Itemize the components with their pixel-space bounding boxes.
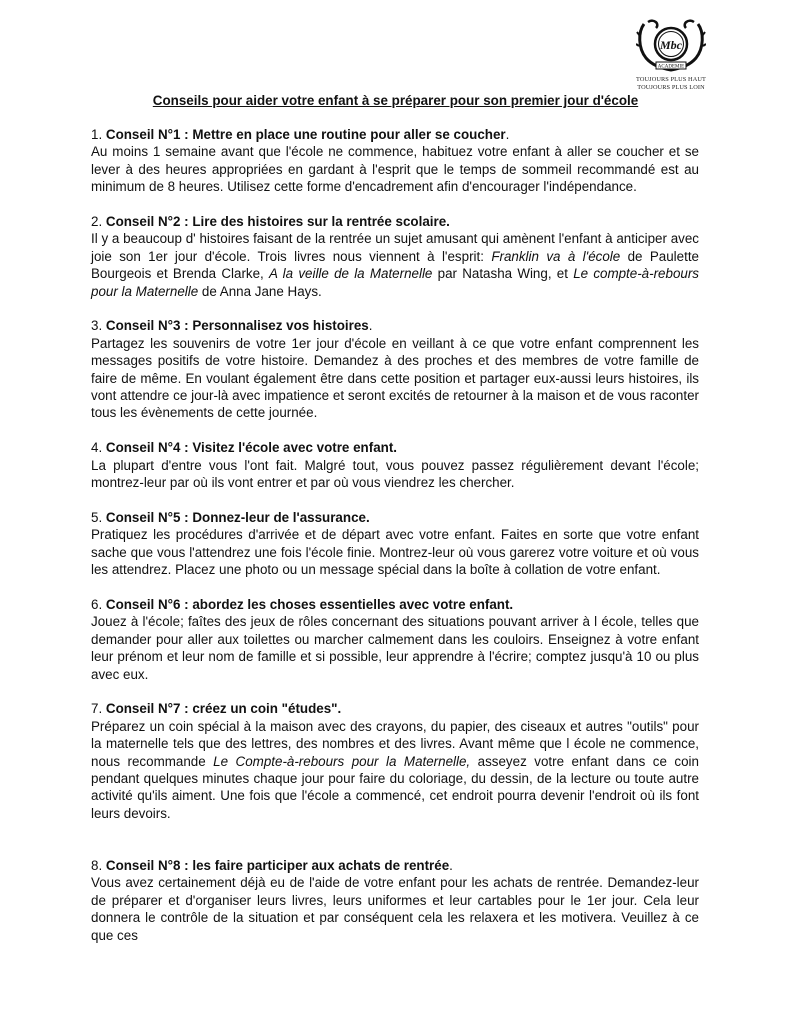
tip-heading: 6. Conseil N°6 : abordez les choses essentielles avec votre enfant. [91, 596, 514, 612]
tip-8 [91, 857, 699, 944]
tip-7 [91, 700, 699, 822]
svg-text:ACADEMIE: ACADEMIE [657, 64, 685, 70]
tip-text: Au moins 1 semaine avant que l'école ne commence, habituez votre enfant à aller se coucher et se lever à des heures appropriées en gardant à l'esprit que le temps de sommeil recommandé est au minimum de 8 heures. Utilisez cette forme d'encadrement afin d'encourager l'indépendance. [91, 144, 699, 195]
tip-heading: 4. Conseil N°4 : Visitez l'école avec votre enfant. [91, 440, 397, 456]
tip-4 [91, 439, 699, 491]
logo-tagline-1: TOUJOURS PLUS HAUT [636, 76, 706, 83]
tip-heading: 1. Conseil N°1 : Mettre en place une routine pour aller se coucher. [91, 127, 510, 142]
book-title: Franklin va à l'école [491, 248, 621, 264]
book-title: Le compte-à-rebours pour la Maternelle [91, 266, 699, 299]
tip-1 [91, 126, 699, 196]
tip-heading: 3. Conseil N°3 : Personnalisez vos histoires. [91, 318, 373, 334]
tip-text: Jouez à l'école; faîtes des jeux de rôles concernant des situations pouvant arriver à l école, telles que demander pour aller aux toilettes ou marcher calmement dans les couloirs. Enseignez à votre enfant leur prénom et leur nom de famille et si possible, leur apprendre à l'écrire; comptez jusqu'à 10 ou plus avec eux. [91, 614, 699, 682]
tip-6 [91, 596, 699, 683]
academy-logo [636, 18, 706, 94]
tip-text: Préparez un coin spécial à la maison avec des crayons, du papier, des ciseaux et autres "outils" pour la maternelle tels que des lettres, des nombres et des livres. Avant même que l école ne commence, nous recommande Le Compte-à-rebours pour la Maternelle, asseyez votre enfant dans ce coin pendant quelques minutes chaque jour pour faire du coloriage, du dessin, de la lecture ou toute autre activité qu'ils aiment. Une fois que l'école a commencé, cet endroit pourra devenir l'endroit où ils font leurs devoirs. [91, 718, 699, 821]
tip-heading: 7. Conseil N°7 : créez un coin "études". [91, 701, 342, 717]
tip-text: Il y a beaucoup d' histoires faisant de la rentrée un sujet amusant qui amènent l'enfant à anticiper avec joie son 1er jour d'école. Trois livres nous viennent à l'esprit: Franklin va à l'école de Paulette Bourgeois et Brenda Clarke, A la veille de la Maternelle par Natasha Wing, et Le compte-à-rebours pour la Maternelle de Anna Jane Hays. [91, 231, 699, 299]
tip-3 [91, 317, 699, 421]
book-title: Le Compte-à-rebours pour la Maternelle, [213, 753, 471, 769]
book-title: A la veille de la Maternelle [269, 266, 433, 282]
tip-text: Pratiquez les procédures d'arrivée et de départ avec votre enfant. Faites en sorte que votre enfant sache que vous l'attendrez une fois l'école finie. Montrez-leur où vous garerez votre voiture et où vous les attendrez. Placez une photo ou un message spécial dans la boîte à collation de votre enfant. [91, 527, 699, 578]
logo-tagline-2: TOUJOURS PLUS LOIN [637, 83, 705, 91]
tip-text: Partagez les souvenirs de votre 1er jour d'école en veillant à ce que votre enfant comprennent les messages positifs de votre histoire. Demandez à des proches et des membres de votre famille de faire de même. En voulant également être dans cette position et partager eux-aussi leurs histoires, ils vont attendre ce jour-là avec impatience et seront excités de retourner à la maison et de vous raconter tous les évènements de cette journée. [91, 335, 699, 421]
tip-heading: 2. Conseil N°2 : Lire des histoires sur la rentrée scolaire. [91, 214, 450, 230]
tip-heading: 5. Conseil N°5 : Donnez-leur de l'assurance. [91, 509, 370, 525]
tip-2 [91, 213, 699, 300]
svg-text:Mbc: Mbc [660, 38, 682, 52]
document-body [91, 126, 699, 961]
tip-5 [91, 509, 699, 579]
tip-text: La plupart d'entre vous l'ont fait. Malgré tout, vous pouvez passez régulièrement devant l'école; montrez-leur par où ils vont entrer et par où vous viendrez les chercher. [91, 457, 699, 491]
tip-text: Vous avez certainement déjà eu de l'aide de votre enfant pour les achats de rentrée. Demandez-leur de préparer et d'organiser leurs livres, leurs uniformes et leur cartables pour le 1er jour. Cela leur donnera le contrôle de la situation et par conséquent cela les relaxera et les motivera. Veuillez à ce que ces [91, 875, 699, 943]
crest-emblem-icon [636, 18, 706, 76]
document-title: Conseils pour aider votre enfant à se préparer pour son premier jour d'école [152, 93, 639, 108]
tip-heading: 8. Conseil N°8 : les faire participer aux achats de rentrée. [91, 857, 453, 873]
